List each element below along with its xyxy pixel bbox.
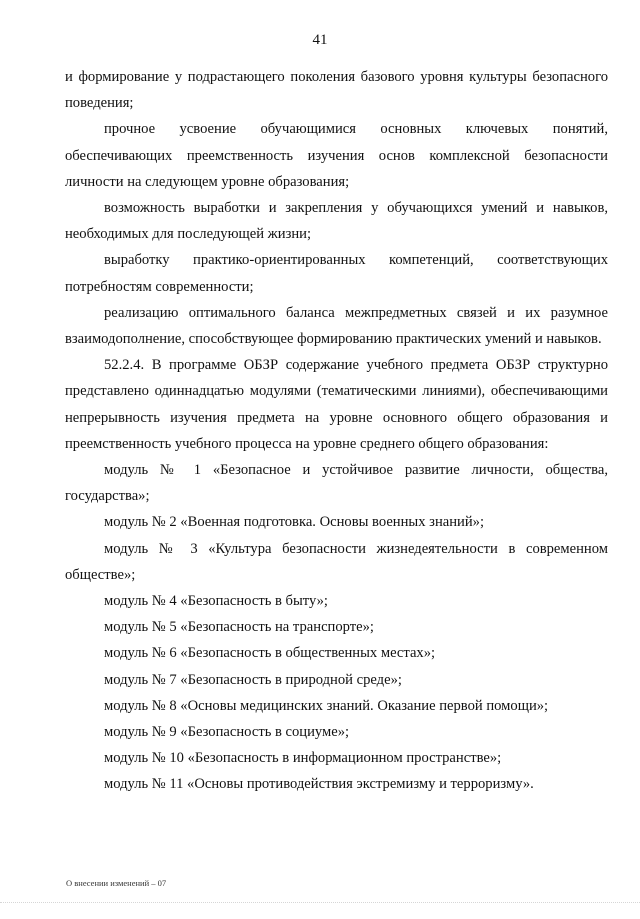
module-item-2: модуль № 2 «Военная подготовка. Основы военных знаний»; (104, 514, 485, 531)
module-item-10: модуль № 10 «Безопасность в информационном пространстве»; (104, 750, 502, 767)
paragraph-continuation: и формирование у подрастающего поколения базового уровня культуры безопасного поведения; (65, 69, 608, 112)
scan-edge-artifact (0, 902, 640, 911)
module-item-9: модуль № 9 «Безопасность в социуме»; (104, 724, 350, 741)
module-item-5: модуль № 5 «Безопасность на транспорте»; (104, 619, 374, 636)
paragraph-competencies: выработку практико-ориентированных компетенций, соответствующих потребностям современности; (65, 252, 608, 295)
module-item-11: модуль № 11 «Основы противодействия экстремизму и терроризму». (104, 776, 534, 793)
paragraph-understanding: прочное усвоение обучающимися основных ключевых понятий, обеспечивающих преемственность изучения основ комплексной безопасности личности на следующем уровне образования; (65, 121, 608, 190)
page-number: 41 (312, 32, 328, 48)
paragraph-section-52-2-4: 52.2.4. В программе ОБЗР содержание учебного предмета ОБЗР структурно представлено одиннадцатью модулями (тематическими линиями), обеспечивающими непрерывность изучения предмета на уровне основного общего образования и преемственность учебного процесса на уровне среднего общего образования: (65, 357, 608, 452)
module-item-8: модуль № 8 «Основы медицинских знаний. Оказание первой помощи»; (104, 697, 549, 714)
module-item-4: модуль № 4 «Безопасность в быту»; (104, 593, 328, 610)
module-item-7: модуль № 7 «Безопасность в природной среде»; (104, 671, 402, 688)
module-item-3: модуль № 3 «Культура безопасности жизнедеятельности в современном обществе»; (65, 540, 608, 583)
paragraph-skills: возможность выработки и закрепления у обучающихся умений и навыков, необходимых для последующей жизни; (65, 200, 608, 243)
module-item-6: модуль № 6 «Безопасность в общественных местах»; (104, 645, 436, 662)
paragraph-balance: реализацию оптимального баланса межпредметных связей и их разумное взаимодополнение, способствующее формированию практических умений и навыков. (65, 304, 608, 348)
module-item-1: модуль № 1 «Безопасное и устойчивое развитие личности, общества, государства»; (65, 462, 608, 505)
footer-note: О внесении изменений – 07 (66, 878, 167, 888)
document-body (65, 64, 608, 798)
